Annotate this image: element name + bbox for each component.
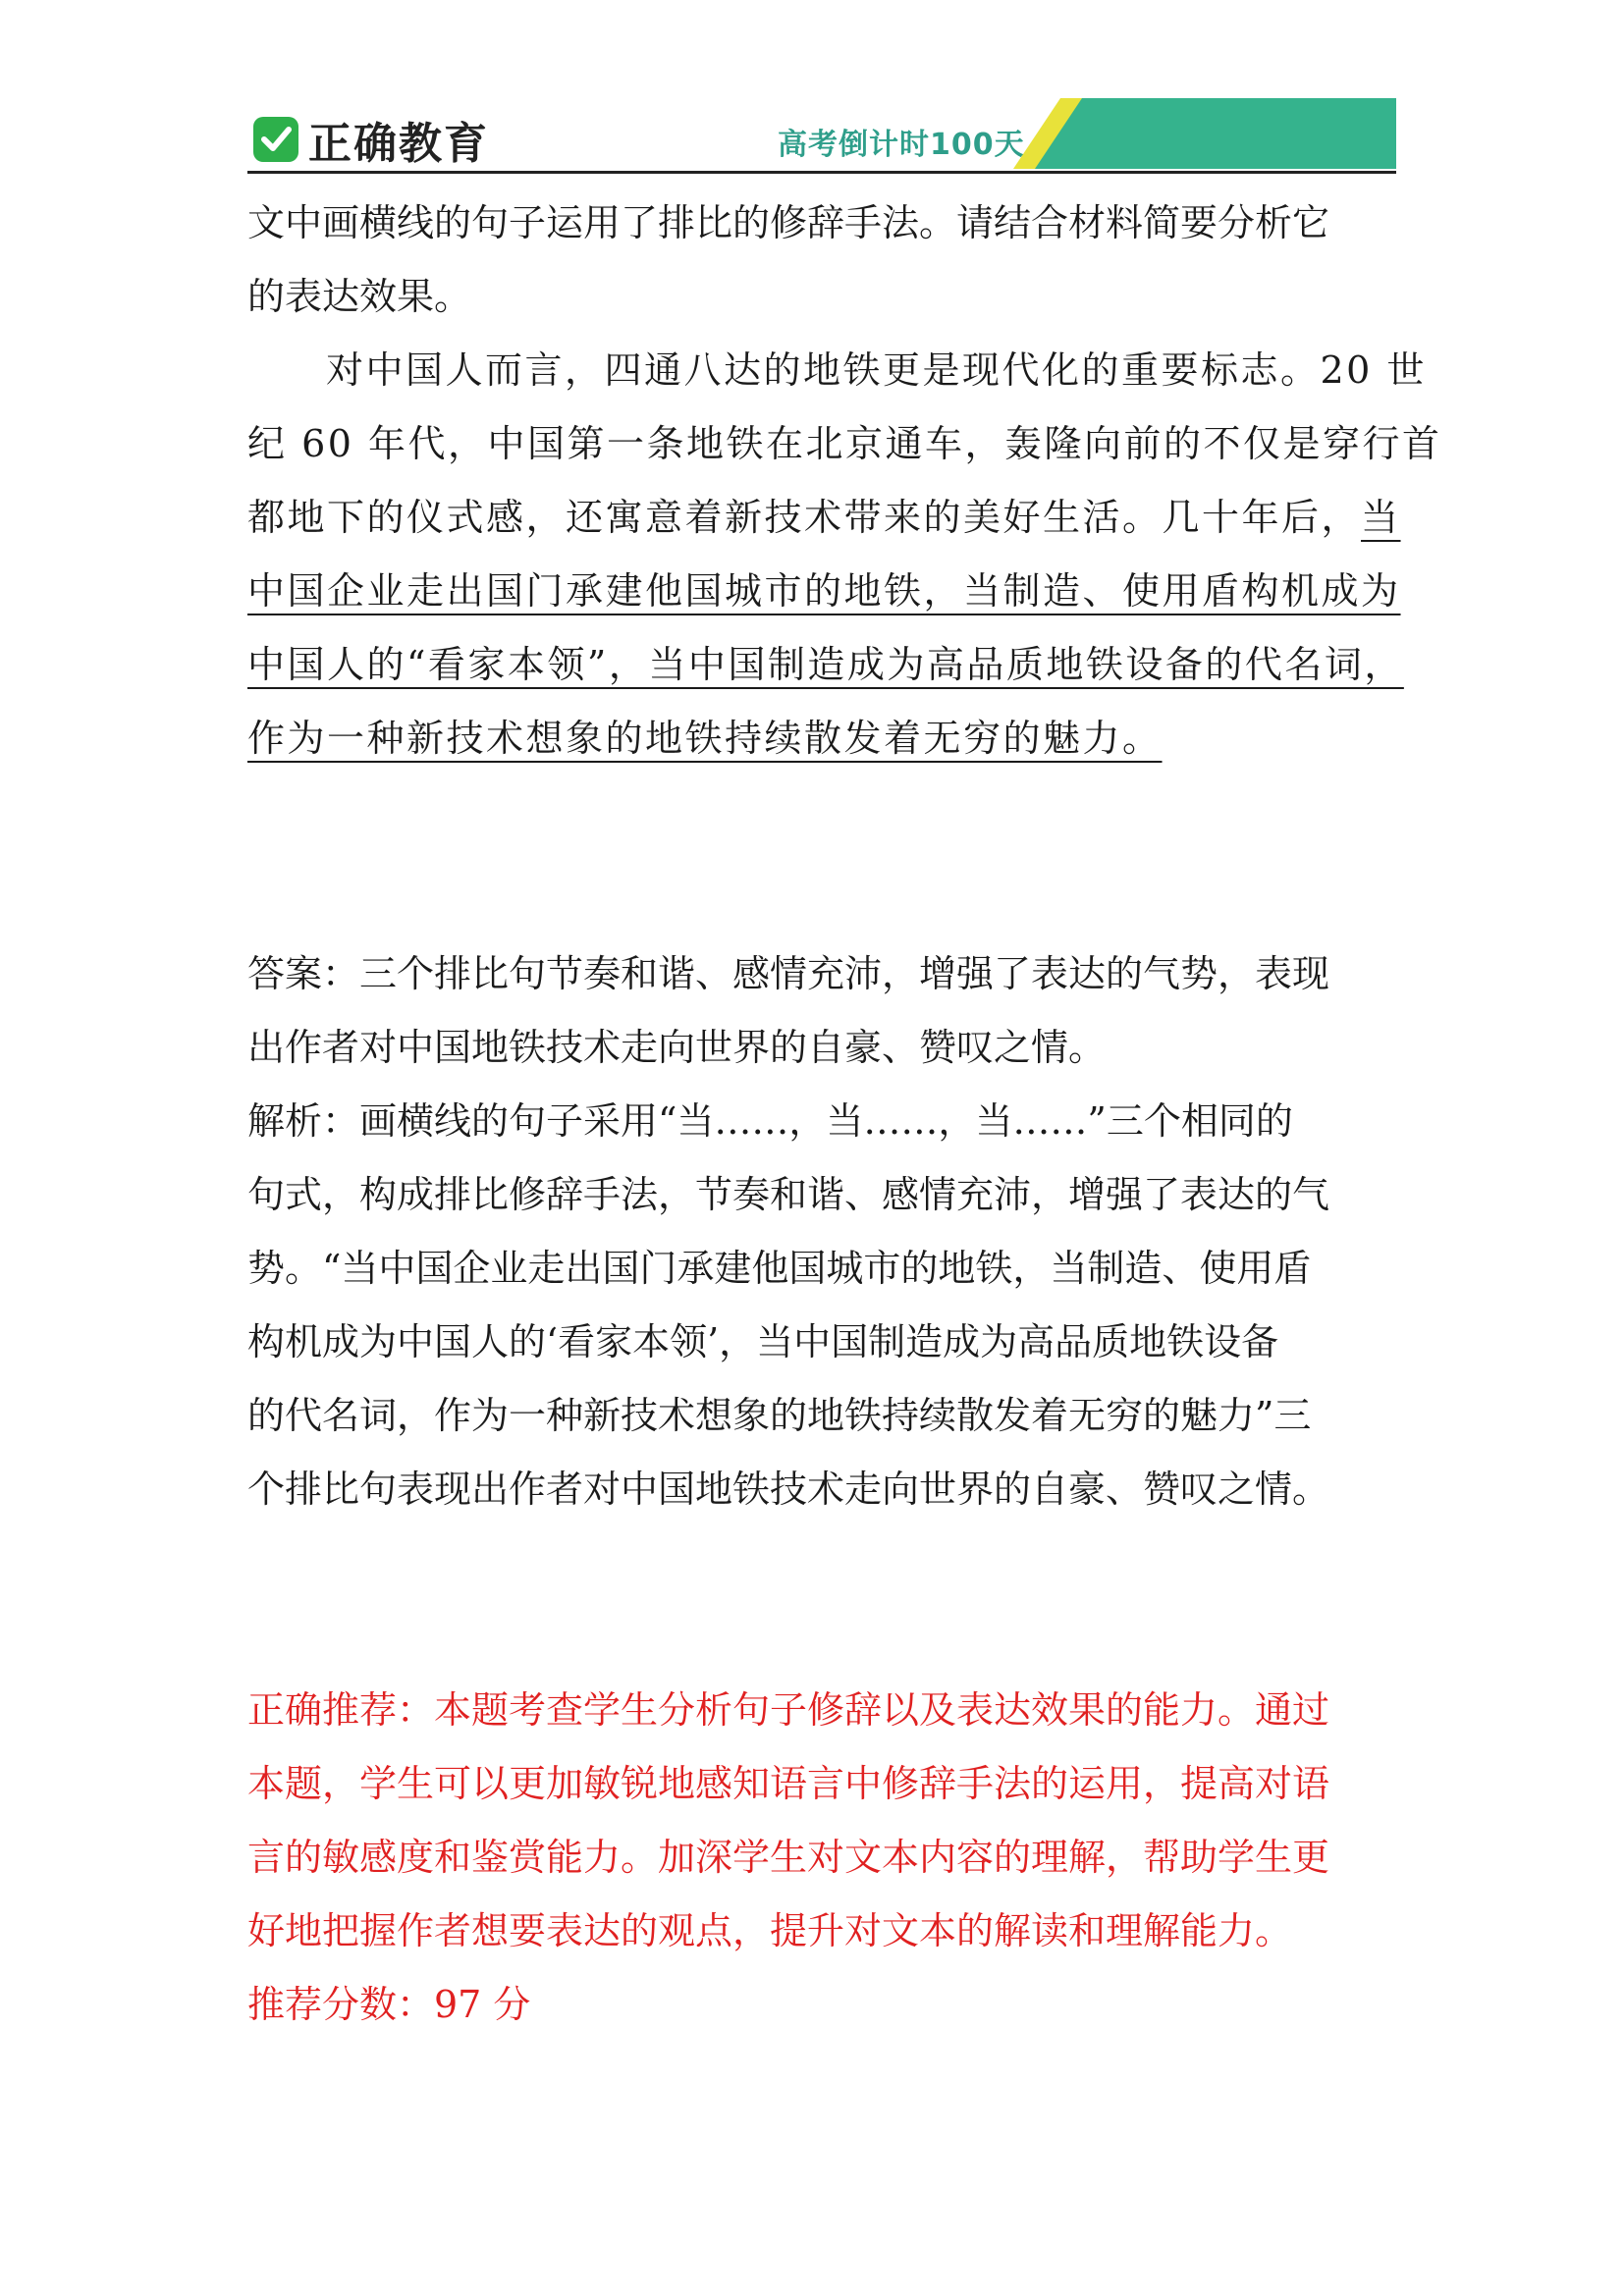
analysis-line: 构机成为中国人的‘看家本领’，当中国制造成为高品质地铁设备 [247,1320,1279,1363]
recommendation-line: 本题，学生可以更加敏锐地感知语言中修辞手法的运用，提高对语 [247,1762,1330,1805]
analysis-line: 个排比句表现出作者对中国地铁技术走向世界的自豪、赞叹之情。 [247,1468,1330,1511]
reading-passage [247,334,1442,775]
passage-line: 对中国人而言，四通八达的地铁更是现代化的重要标志。20 世 [326,348,1427,392]
answer-line: 出作者对中国地铁技术走向世界的自豪、赞叹之情。 [247,1026,1107,1069]
check-icon [253,117,298,162]
underlined-sentence: 中国企业走出国门承建他国城市的地铁，当制造、使用盾构机成为 [247,569,1401,613]
answer-section [247,937,1396,1085]
analysis-section [247,1085,1396,1526]
underlined-sentence: 中国人的“看家本领”，当中国制造成为高品质地铁设备的代名词， [247,643,1404,686]
underlined-sentence: 作为一种新技术想象的地铁持续散发着无穷的魅力。 [247,717,1163,760]
answer-line: 答案：三个排比句节奏和谐、感情充沛，增强了表达的气势，表现 [247,952,1330,995]
passage-line [247,481,1401,555]
recommendation-line: 好地把握作者想要表达的观点，提升对文本的解读和理解能力。 [247,1909,1293,1952]
underlined-sentence: 当 [1361,496,1401,539]
question-line: 的表达效果。 [247,275,472,318]
header-divider [247,171,1396,174]
recommendation-line: 言的敏感度和鉴赏能力。加深学生对文本内容的理解，帮助学生更 [247,1836,1330,1879]
question-line: 文中画横线的句子运用了排比的修辞手法。请结合材料简要分析它 [247,201,1330,244]
analysis-line: 句式，构成排比修辞手法，节奏和谐、感情充沛，增强了表达的气 [247,1173,1330,1216]
passage-text: 都地下的仪式感，还寓意着新技术带来的美好生活。几十年后， [247,496,1362,539]
analysis-line: 解析：画横线的句子采用“当……，当……，当……”三个相同的 [247,1099,1293,1143]
analysis-line: 势。“当中国企业走出国门承建他国城市的地铁，当制造、使用盾 [247,1247,1312,1290]
brand-logo [253,108,489,171]
banner-label: 每日一题 [903,21,1077,64]
passage-line: 纪 60 年代，中国第一条地铁在北京通车，轰隆向前的不仅是穿行首 [247,422,1442,465]
daily-question-banner [1013,98,1396,169]
recommendation-score: 推荐分数：97 分 [247,1983,531,2026]
countdown-text: 高考倒计时100天 [778,128,1025,162]
brand-name: 正确教育 [308,119,489,169]
analysis-line: 的代名词，作为一种新技术想象的地铁持续散发着无穷的魅力”三 [247,1394,1312,1437]
recommendation-line: 正确推荐：本题考查学生分析句子修辞以及表达效果的能力。通过 [247,1688,1330,1732]
recommendation-section [247,1674,1396,2042]
page-header [247,98,1396,169]
question-text [247,187,1396,334]
